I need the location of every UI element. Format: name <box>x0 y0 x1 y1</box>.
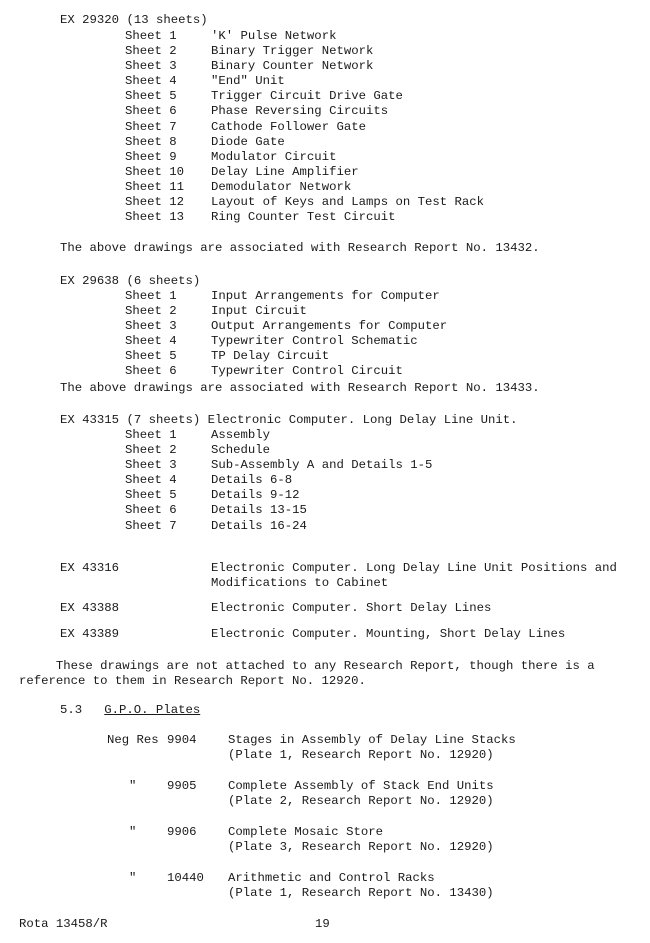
drawing-id: EX 29638 <box>60 274 120 288</box>
sheet-label: Sheet 2 <box>125 443 177 458</box>
sheet-label: Sheet 4 <box>125 334 177 349</box>
sheet-label: Sheet 6 <box>125 364 177 379</box>
sheet-title: Binary Counter Network <box>211 59 374 74</box>
sheet-label: Sheet 4 <box>125 74 177 89</box>
sheet-label: Sheet 9 <box>125 149 177 164</box>
association-note: The above drawings are associated with Research Report No. 13432. <box>60 241 540 255</box>
sheet-title: Ring Counter Test Circuit <box>211 210 396 225</box>
sheet-title: Cathode Follower Gate <box>211 119 366 134</box>
sheet-label: Sheet 6 <box>125 104 177 119</box>
association-note: The above drawings are associated with Research Report No. 13433. <box>60 381 540 395</box>
section-heading <box>60 703 200 718</box>
sheet-row <box>125 488 432 503</box>
sheet-row <box>125 458 432 473</box>
sheet-title: Sub-Assembly A and Details 1-5 <box>211 458 433 473</box>
sheet-label: Sheet 2 <box>125 304 177 319</box>
sheet-row <box>125 135 484 150</box>
sheet-list <box>125 289 447 380</box>
sheet-label: Sheet 5 <box>125 349 177 364</box>
sheet-count: (7 sheets) <box>126 413 201 427</box>
sheet-row <box>125 180 484 195</box>
drawing-id: EX 43315 <box>60 413 120 427</box>
sheet-row <box>125 104 484 119</box>
sheet-title: TP Delay Circuit <box>211 349 330 364</box>
sheet-title: Diode Gate <box>211 134 285 149</box>
sheet-row <box>125 289 447 304</box>
sheet-row <box>125 59 484 74</box>
drawing-title: Electronic Computer. Long Delay Line Unit. <box>207 413 518 427</box>
section-number: 5.3 <box>60 703 83 717</box>
sheet-row <box>125 519 432 534</box>
sheet-row <box>125 364 447 379</box>
sheet-count: (13 sheets) <box>126 13 208 27</box>
drawing-id: EX 43389 <box>60 627 120 641</box>
plate-title: Arithmetic and Control Racks <box>228 871 435 885</box>
sheet-row <box>125 334 447 349</box>
sheet-row <box>125 428 432 443</box>
sheet-title: Modulator Circuit <box>211 149 337 164</box>
ditto-mark: " <box>129 871 137 885</box>
sheet-label: Sheet 7 <box>125 119 177 134</box>
sheet-title: Delay Line Amplifier <box>211 164 359 179</box>
sheet-row <box>125 473 432 488</box>
drawing-group-header <box>60 413 518 428</box>
sheet-label: Sheet 5 <box>125 89 177 104</box>
drawing-title: Electronic Computer. Short Delay Lines <box>211 601 492 615</box>
sheet-title: Binary Trigger Network <box>211 44 374 59</box>
plate-number: 9906 <box>167 825 197 839</box>
sheet-title: Details 9-12 <box>211 488 300 503</box>
sheet-label: Sheet 6 <box>125 503 177 518</box>
ditto-mark: " <box>129 825 137 839</box>
plate-ref: (Plate 1, Research Report No. 12920) <box>228 748 494 762</box>
plate-title: Complete Mosaic Store <box>228 825 383 839</box>
drawing-title: Electronic Computer. Mounting, Short Delay Lines <box>211 627 566 641</box>
drawing-id: EX 29320 <box>60 13 120 27</box>
plate-number: 10440 <box>167 871 204 885</box>
plate-ref: (Plate 1, Research Report No. 13430) <box>228 886 494 900</box>
sheet-title: Assembly <box>211 428 271 442</box>
ditto-mark: " <box>129 779 137 793</box>
sheet-row <box>125 503 432 518</box>
sheet-count: (6 sheets) <box>126 274 201 288</box>
sheet-title: Layout of Keys and Lamps on Test Rack <box>211 195 485 210</box>
sheet-title: Phase Reversing Circuits <box>211 104 389 119</box>
sheet-label: Sheet 4 <box>125 473 177 488</box>
sheet-row <box>125 120 484 135</box>
sheet-title: Typewriter Control Circuit <box>211 364 403 379</box>
sheet-row <box>125 44 484 59</box>
sheet-label: Sheet 3 <box>125 59 177 74</box>
sheet-row <box>125 210 484 225</box>
sheet-row <box>125 29 484 44</box>
sheet-label: Sheet 13 <box>125 210 185 225</box>
sheet-row <box>125 349 447 364</box>
plate-number: 9904 <box>167 733 197 747</box>
sheet-label: Sheet 1 <box>125 29 177 43</box>
sheet-title: Demodulator Network <box>211 179 352 194</box>
drawing-id: EX 43388 <box>60 601 120 615</box>
sheet-title: Details 13-15 <box>211 503 307 518</box>
sheet-label: Sheet 1 <box>125 289 177 303</box>
sheet-title: Input Circuit <box>211 304 307 319</box>
plate-prefix: Neg Res <box>107 733 159 747</box>
sheet-label: Sheet 8 <box>125 134 177 149</box>
sheet-row <box>125 304 447 319</box>
plate-ref: (Plate 2, Research Report No. 12920) <box>228 794 494 808</box>
sheet-title: 'K' Pulse Network <box>211 29 337 43</box>
sheet-row <box>125 319 447 334</box>
sheet-row <box>125 74 484 89</box>
sheet-title: Details 6-8 <box>211 473 293 488</box>
drawing-id: EX 43316 <box>60 561 120 575</box>
sheet-title: Input Arrangements for Computer <box>211 289 440 303</box>
sheet-label: Sheet 10 <box>125 164 185 179</box>
page-number: 19 <box>315 917 330 931</box>
sheet-title: Details 16-24 <box>211 518 307 533</box>
sheet-list <box>125 428 432 534</box>
sheet-title: Trigger Circuit Drive Gate <box>211 89 403 104</box>
sheet-row <box>125 150 484 165</box>
sheet-label: Sheet 2 <box>125 44 177 59</box>
drawing-group-header <box>60 274 200 289</box>
sheet-title: "End" Unit <box>211 74 285 89</box>
sheet-label: Sheet 3 <box>125 319 177 334</box>
sheet-list <box>125 29 484 225</box>
sheet-label: Sheet 1 <box>125 428 177 442</box>
plate-ref: (Plate 3, Research Report No. 12920) <box>228 840 494 854</box>
sheet-label: Sheet 12 <box>125 195 185 210</box>
footer-reference: Rota 13458/R <box>19 917 108 931</box>
unattached-note-line-1: These drawings are not attached to any Research Report, though there is a <box>19 659 595 673</box>
sheet-row <box>125 443 432 458</box>
sheet-row <box>125 89 484 104</box>
plate-title: Stages in Assembly of Delay Line Stacks <box>228 733 516 747</box>
drawing-title: Electronic Computer. Long Delay Line Unit Positions and <box>211 561 617 575</box>
sheet-label: Sheet 3 <box>125 458 177 473</box>
sheet-label: Sheet 5 <box>125 488 177 503</box>
sheet-label: Sheet 7 <box>125 518 177 533</box>
drawing-group-header <box>60 13 208 28</box>
sheet-title: Schedule <box>211 443 271 458</box>
unattached-note-line-2: reference to them in Research Report No. 12920. <box>19 674 366 688</box>
sheet-label: Sheet 11 <box>125 179 185 194</box>
sheet-title: Typewriter Control Schematic <box>211 334 418 349</box>
section-title: G.P.O. Plates <box>104 703 201 717</box>
sheet-row <box>125 195 484 210</box>
sheet-row <box>125 165 484 180</box>
plate-number: 9905 <box>167 779 197 793</box>
drawing-title-cont: Modifications to Cabinet <box>211 576 389 590</box>
plate-title: Complete Assembly of Stack End Units <box>228 779 494 793</box>
sheet-title: Output Arrangements for Computer <box>211 319 448 334</box>
